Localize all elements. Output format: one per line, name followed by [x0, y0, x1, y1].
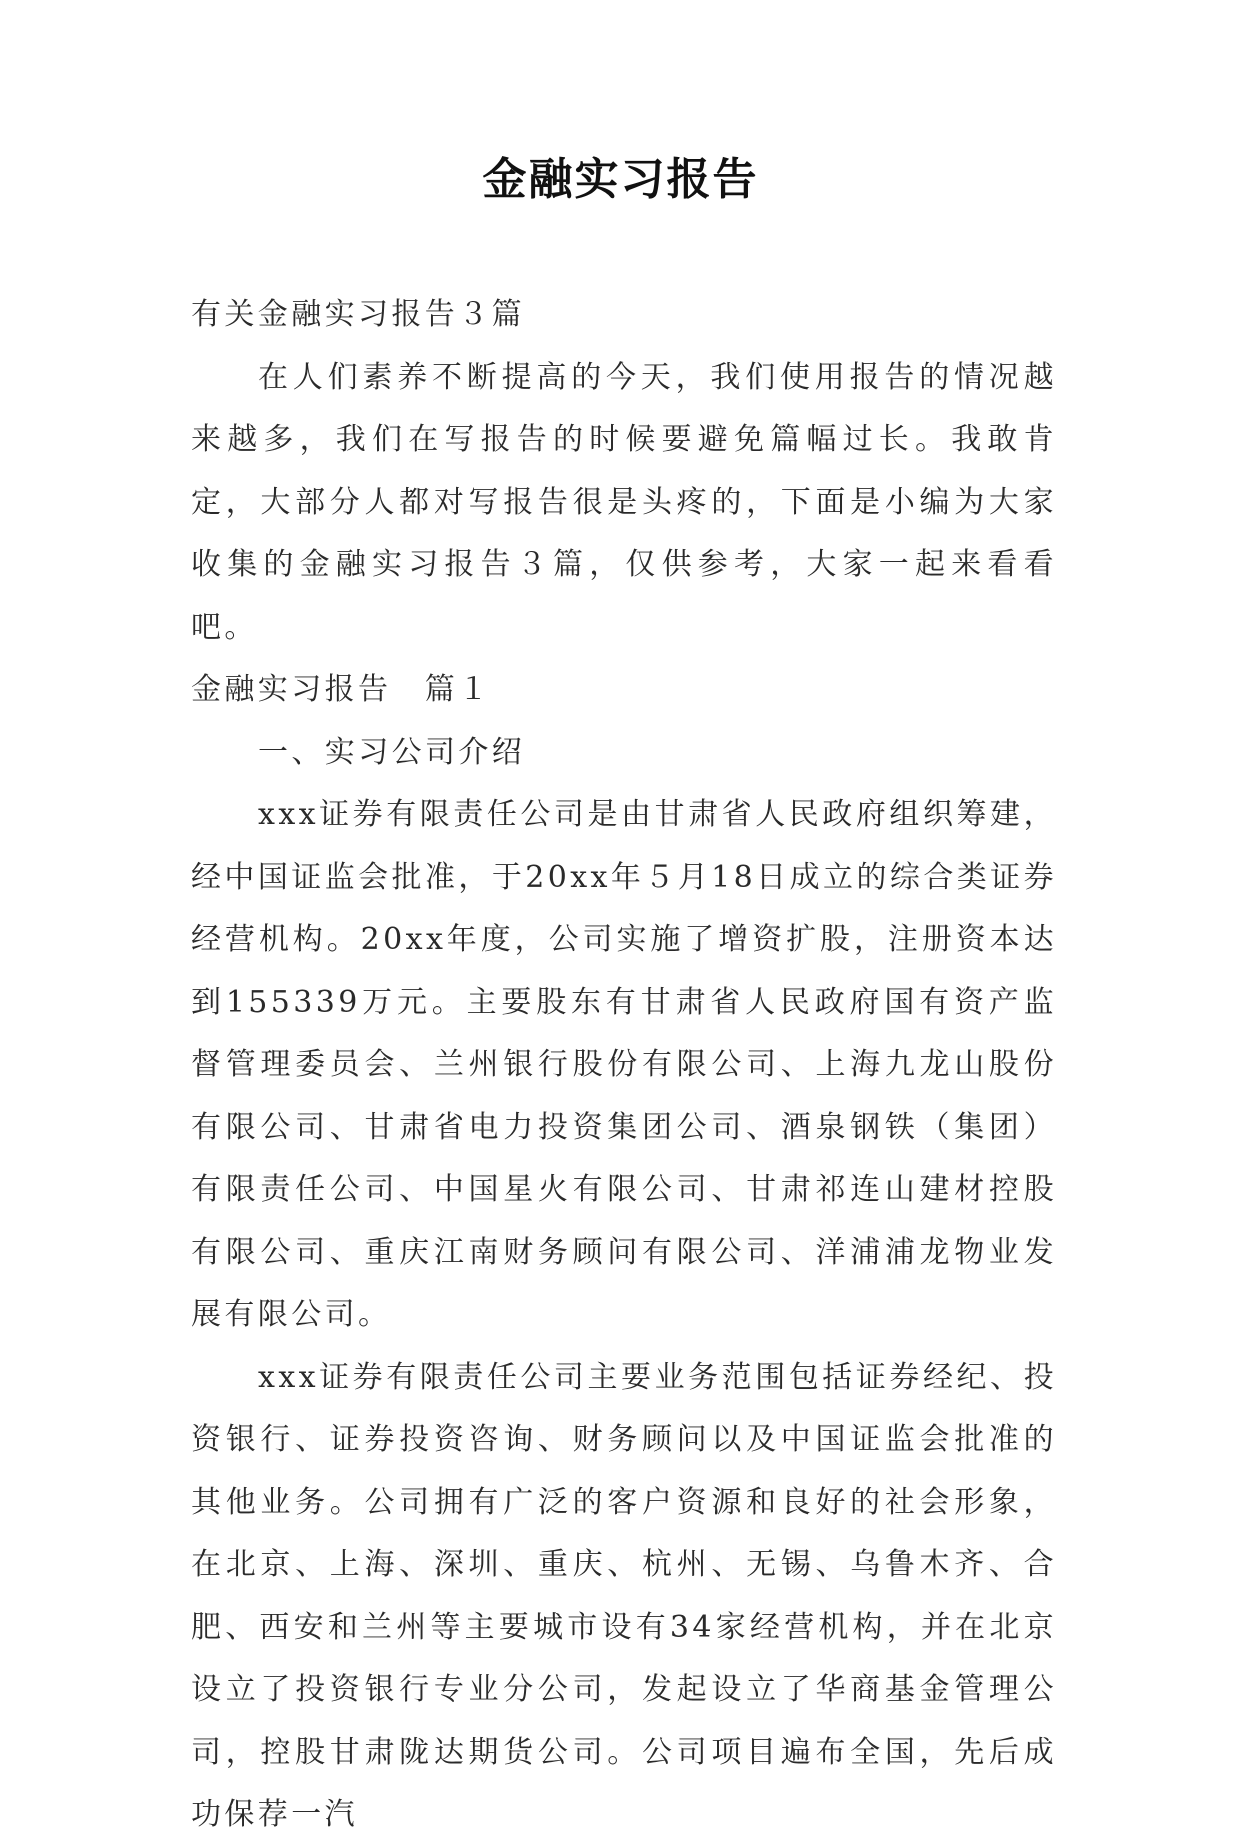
subsection-heading: 一、实习公司介绍	[258, 734, 526, 770]
body-paragraph: xxx证券有限责任公司是由甘肃省人民政府组织筹建，经中国证监会批准，于20xx年５月18日成立的综合类证券经营机构。20xx年度，公司实施了增资扩股，注册资本达到155339万元。主要股东有甘肃省人民政府国有资产监督管理委员会、兰州银行股份有限公司、上海九龙山股份有限公司、甘肃省电力投资集团公司、酒泉钢铁（集团）有限责任公司、中国星火有限公司、甘肃祁连山建材控股有限公司、重庆江南财务顾问有限公司、洋浦浦龙物业发展有限公司。	[191, 797, 1057, 1332]
document-body	[191, 284, 1057, 1847]
document-subtitle: 有关金融实习报告３篇	[191, 297, 525, 332]
document-title: 金融实习报告	[482, 154, 759, 205]
body-paragraph: xxx证券有限责任公司主要业务范围包括证券经纪、投资银行、证券投资咨询、财务顾问以及中国证监会批准的其他业务。公司拥有广泛的客户资源和良好的社会形象，在北京、上海、深圳、重庆、杭州、无锡、乌鲁木齐、合肥、西安和兰州等主要城市设有34家经营机构，并在北京设立了投资银行专业分公司，发起设立了华商基金管理公司，控股甘肃陇达期货公司。公司项目遍布全国，先后成功保荐一汽	[191, 1359, 1057, 1832]
intro-paragraph: 在人们素养不断提高的今天，我们使用报告的情况越来越多，我们在写报告的时候要避免篇幅过长。我敢肯定，大部分人都对写报告很是头疼的，下面是小编为大家收集的金融实习报告３篇，仅供参考，大家一起来看看吧。	[191, 359, 1057, 645]
section-heading-1: 金融实习报告 篇１	[191, 672, 492, 707]
